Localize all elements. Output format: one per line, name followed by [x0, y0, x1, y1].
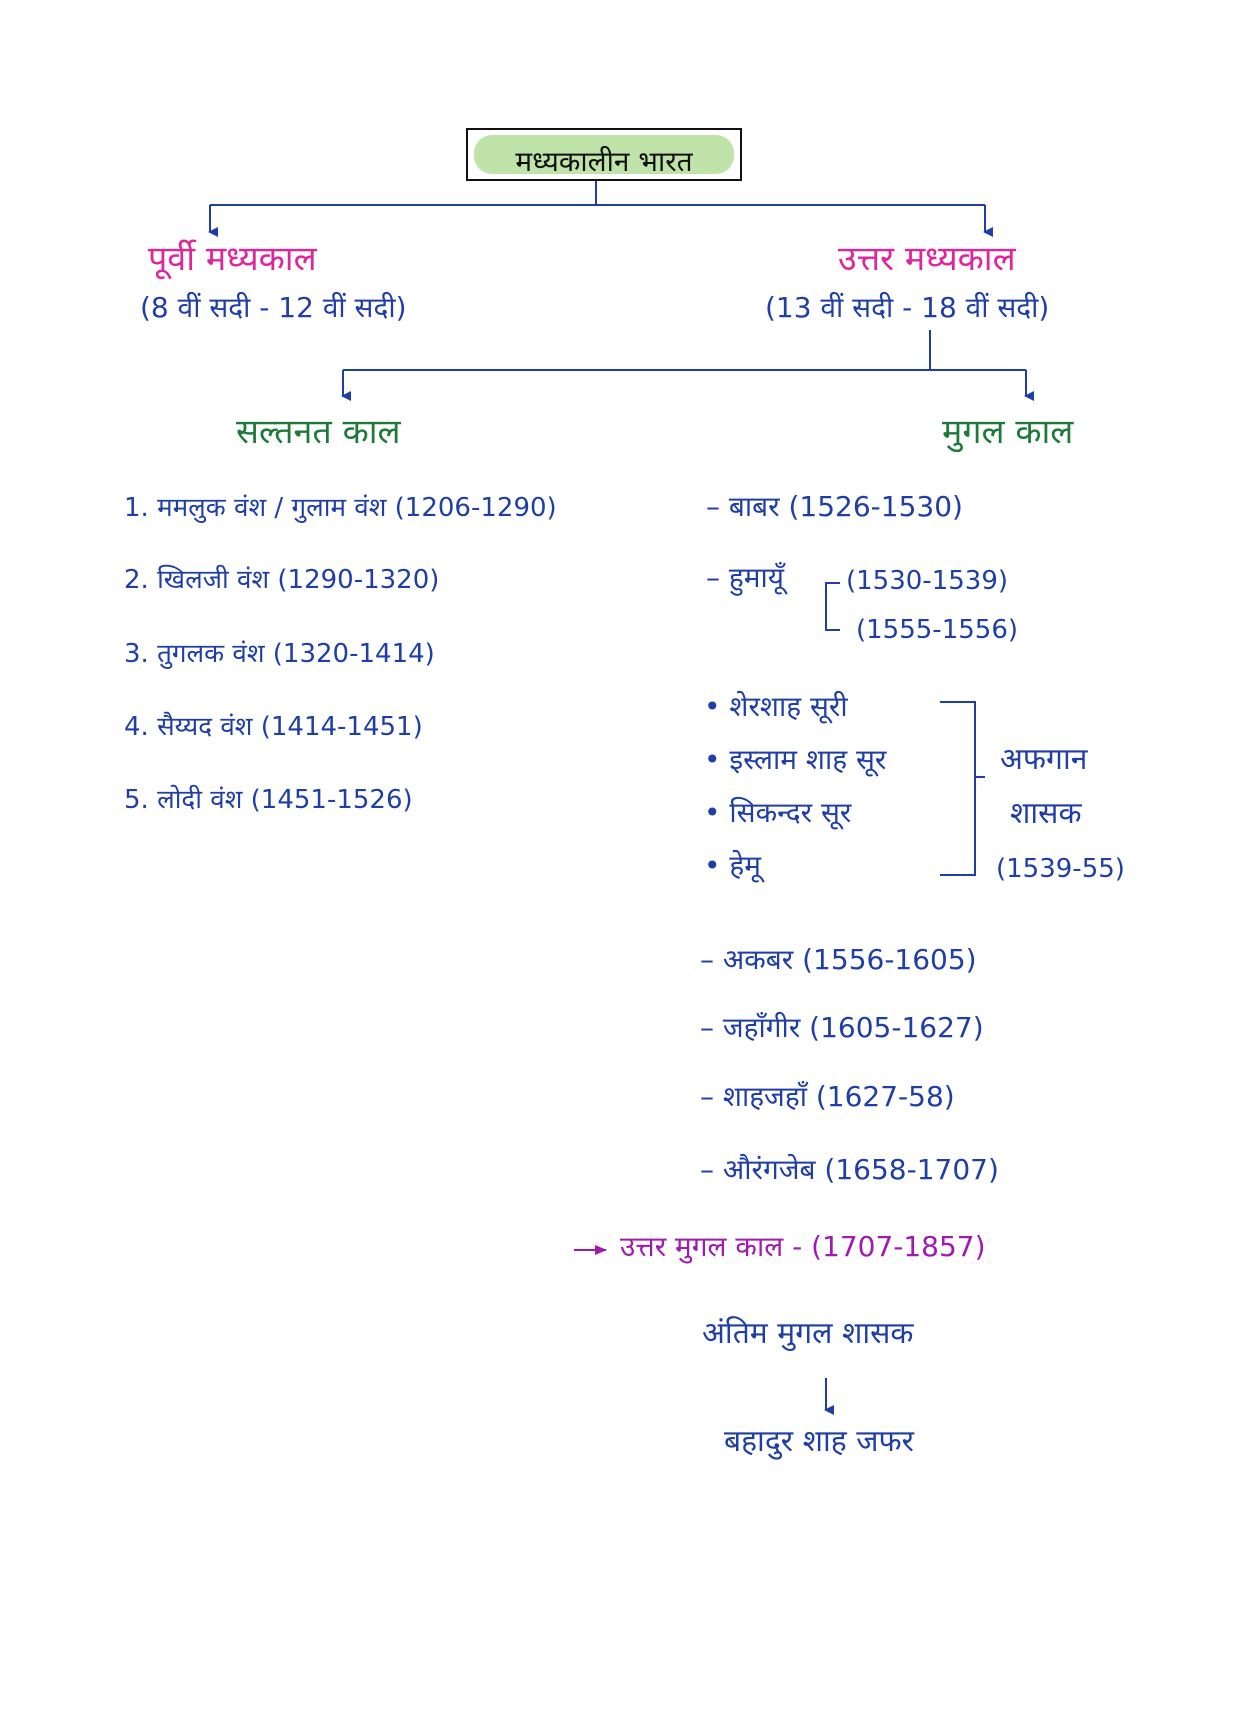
humayun-bracket [826, 583, 840, 630]
humayun-reign-2: (1555-1556) [856, 615, 1019, 645]
root-title: मध्यकालीन भारत [515, 145, 693, 178]
last-ruler: बहादुर शाह जफर [724, 1424, 914, 1459]
dynasty-item: 2. खिलजी वंश (1290-1320) [124, 565, 440, 595]
afghan-ruler: • हेमू [704, 849, 762, 882]
humayun-reign-1: (1530-1539) [846, 566, 1009, 596]
dynasty-item: 1. ममलुक वंश / गुलाम वंश (1206-1290) [124, 493, 557, 523]
afghan-group-line1: अफगान [1000, 742, 1088, 777]
sultanate-label: सल्तनत काल [236, 412, 401, 452]
late-medieval-period: (13 वीं सदी - 18 वीं सदी) [765, 291, 1050, 324]
mughal-label: मुगल काल [942, 412, 1074, 452]
late-mughal-period: उत्तर मुगल काल - (1707-1857) [620, 1230, 986, 1263]
dynasty-item: 5. लोदी वंश (1451-1526) [124, 785, 413, 815]
early-medieval-period: (8 वीं सदी - 12 वीं सदी) [140, 291, 407, 324]
dynasty-item: 4. सैय्यद वंश (1414-1451) [124, 712, 423, 742]
ruler-humayun: – हुमायूँ [706, 561, 785, 594]
ruler-babur: – बाबर (1526-1530) [706, 490, 963, 523]
afghan-bracket [940, 702, 985, 875]
afghan-ruler: • सिकन्दर सूर [704, 796, 852, 829]
late-medieval-label: उत्तर मध्यकाल [838, 239, 1016, 279]
ruler-aurangzeb: – औरंगजेब (1658-1707) [700, 1153, 999, 1186]
afghan-ruler: • इस्लाम शाह सूर [704, 743, 887, 776]
root-title-box [466, 128, 742, 181]
dynasty-item: 3. तुगलक वंश (1320-1414) [124, 639, 435, 669]
afghan-group-period: (1539-55) [996, 854, 1125, 884]
early-medieval-label: पूर्वी मध्यकाल [148, 239, 317, 279]
ruler-akbar: – अकबर (1556-1605) [700, 943, 977, 976]
last-ruler-heading: अंतिम मुगल शासक [702, 1316, 914, 1351]
afghan-group-line2: शासक [1010, 796, 1082, 831]
afghan-ruler: • शेरशाह सूरी [704, 690, 848, 723]
ruler-shahjahan: – शाहजहाँ (1627-58) [700, 1080, 955, 1113]
ruler-jahangir: – जहाँगीर (1605-1627) [700, 1011, 984, 1044]
